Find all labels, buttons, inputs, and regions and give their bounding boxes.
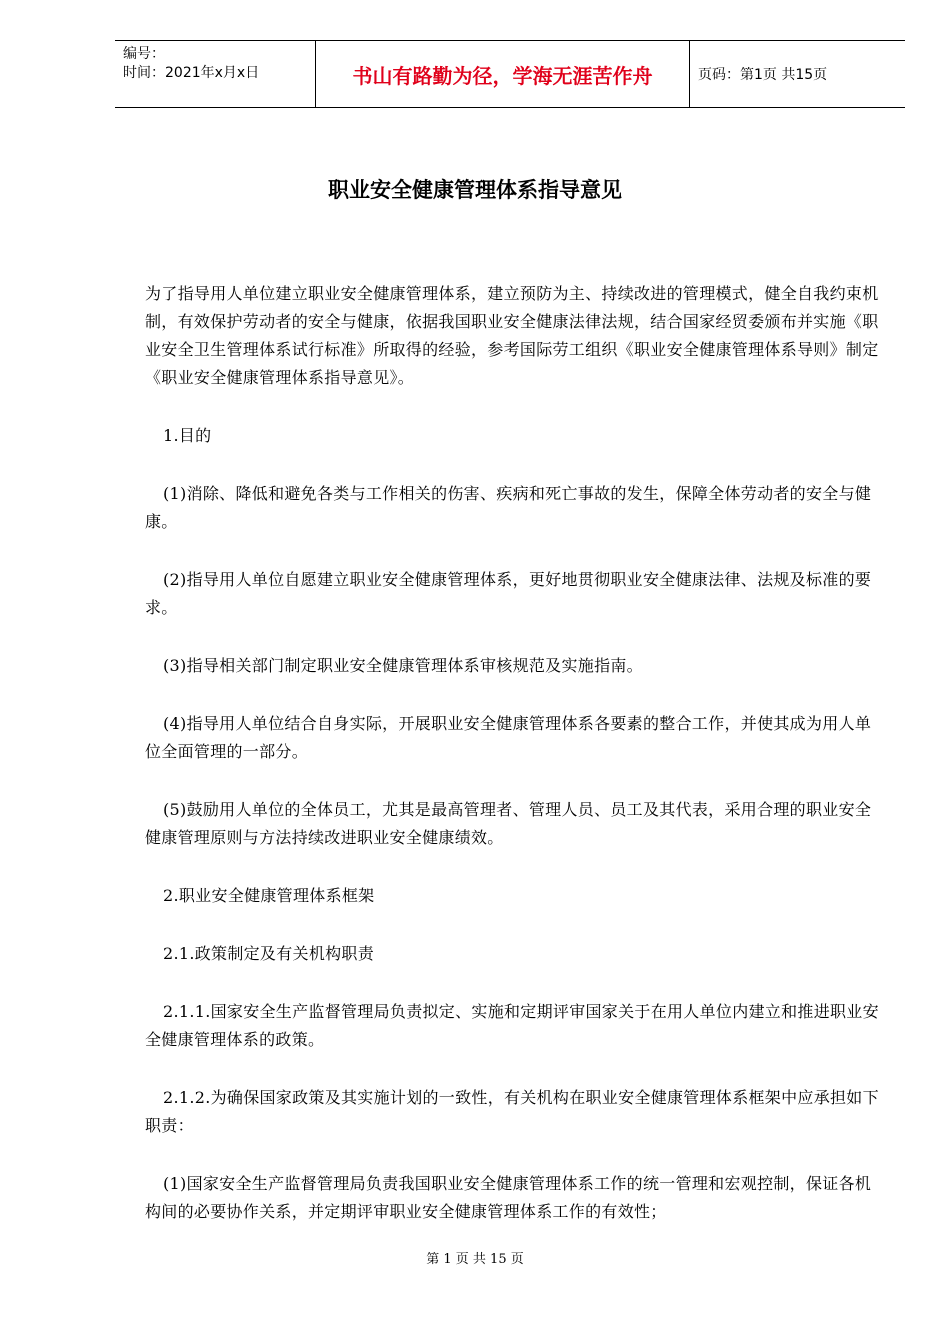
header-motto-cell bbox=[315, 41, 690, 107]
body-paragraph: (5)鼓励用人单位的全体员工，尤其是最高管理者、管理人员、员工及其代表，采用合理的职业安全健康管理原则与方法持续改进职业安全健康绩效。 bbox=[145, 800, 872, 847]
body-paragraph: (3)指导相关部门制定职业安全健康管理体系审核规范及实施指南。 bbox=[163, 656, 643, 675]
serial-label: 编号： bbox=[123, 46, 165, 62]
body-paragraph: 为了指导用人单位建立职业安全健康管理体系，建立预防为主、持续改进的管理模式，健全自我约束机制，有效保护劳动者的安全与健康，依据我国职业安全健康法律法规，结合国家经贸委颁布并实施《职业安全卫生管理体系试行标准》所取得的经验，参考国际劳工组织《职业安全健康管理体系导则》制定《职业安全健康管理体系指导意见》。 bbox=[145, 284, 879, 387]
header-table bbox=[115, 40, 905, 108]
motto-text: 书山有路勤为径，学海无涯苦作舟 bbox=[352, 63, 653, 88]
body-paragraph: 2.1.1.国家安全生产监督管理局负责拟定、实施和定期评审国家关于在用人单位内建立和推进职业安全健康管理体系的政策。 bbox=[145, 1002, 879, 1049]
body-paragraph: 2.1.政策制定及有关机构职责 bbox=[163, 944, 375, 963]
body-paragraph: (1)消除、降低和避免各类与工作相关的伤害、疾病和死亡事故的发生，保障全体劳动者的安全与健康。 bbox=[145, 484, 872, 531]
header-meta-cell bbox=[115, 41, 315, 107]
document-title: 职业安全健康管理体系指导意见 bbox=[328, 178, 622, 202]
body-paragraph: (2)指导用人单位自愿建立职业安全健康管理体系，更好地贯彻职业安全健康法律、法规及标准的要求。 bbox=[145, 570, 872, 617]
body-paragraph: (4)指导用人单位结合自身实际，开展职业安全健康管理体系各要素的整合工作，并使其成为用人单位全面管理的一部分。 bbox=[145, 714, 872, 761]
page-info: 页码：第1页 共15页 bbox=[698, 67, 828, 83]
page-footer: 第 1 页 共 15 页 bbox=[426, 1252, 524, 1267]
body-paragraph: (1)国家安全生产监督管理局负责我国职业安全健康管理体系工作的统一管理和宏观控制，保证各机构间的必要协作关系，并定期评审职业安全健康管理体系工作的有效性； bbox=[145, 1174, 872, 1221]
body-paragraph: 2.1.2.为确保国家政策及其实施计划的一致性，有关机构在职业安全健康管理体系框架中应承担如下职责： bbox=[145, 1088, 879, 1135]
body-paragraph: 2.职业安全健康管理体系框架 bbox=[163, 886, 375, 905]
time-label: 时间：2021年x月x日 bbox=[123, 65, 260, 81]
document-body bbox=[145, 280, 880, 1256]
body-paragraph: 1.目的 bbox=[163, 426, 212, 445]
header-page-cell bbox=[690, 41, 905, 107]
